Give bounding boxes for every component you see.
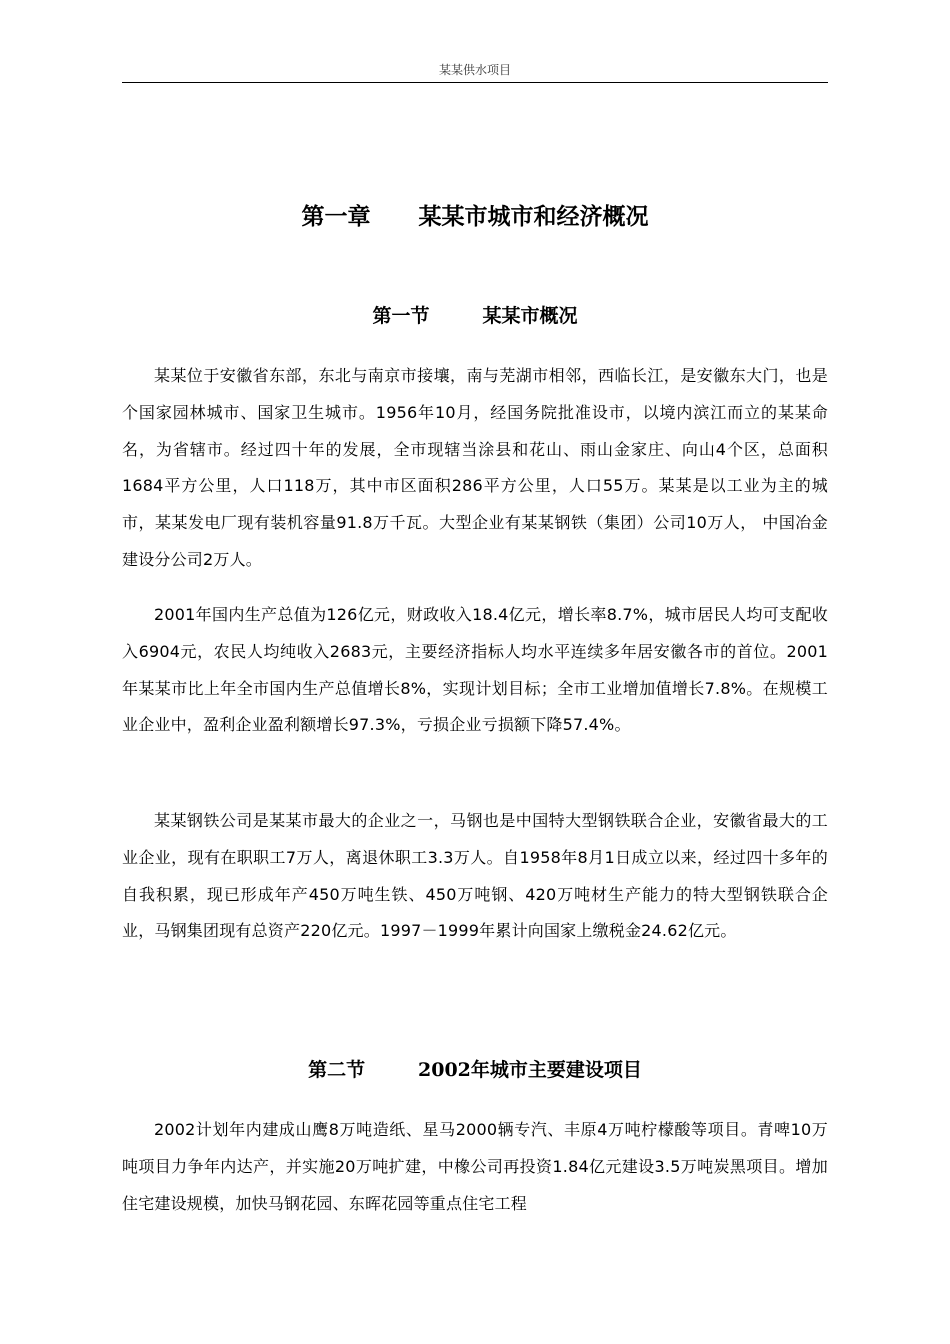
body-paragraph: 2001年国内生产总值为126亿元，财政收入18.4亿元，增长率8.7%，城市居民人均可支配收入6904元，农民人均纯收入2683元，主要经济指标人均水平连续多年居安徽各市的首位。2001年某某市比上年全市国内生产总值增长8%，实现计划目标；全市工业增加值增长7.8%。在规模工业企业中，盈利企业盈利额增长97.3%，亏损企业亏损额下降57.4%。	[122, 605, 828, 735]
body-paragraph: 2002计划年内建成山鹰8万吨造纸、星马2000辆专汽、丰原4万吨柠檬酸等项目。青啤10万吨项目力争年内达产，并实施20万吨扩建，中橡公司再投资1.84亿元建设3.5万吨炭黑项目。增加住宅建设规模，加快马钢花园、东晖花园等重点住宅工程	[122, 1120, 828, 1213]
chapter-title: 第一章 某某市城市和经济概况	[301, 203, 649, 230]
section-title: 第一节 某某市概况	[372, 305, 578, 327]
header-rule	[122, 82, 828, 83]
body-paragraph: 某某钢铁公司是某某市最大的企业之一，马钢也是中国特大型钢铁联合企业，安徽省最大的工业企业，现有在职职工7万人，离退休职工3.3万人。自1958年8月1日成立以来，经过四十多年的自我积累，现已形成年产450万吨生铁、450万吨钢、420万吨材生产能力的特大型钢铁联合企业，马钢集团现有总资产220亿元。1997－1999年累计向国家上缴税金24.62亿元。	[122, 811, 828, 941]
running-header: 某某供水项目	[438, 63, 511, 77]
body-paragraph: 某某位于安徽省东部，东北与南京市接壤，南与芜湖市相邻，西临长江，是安徽东大门，也是个国家园林城市、国家卫生城市。1956年10月，经国务院批准设市，以境内滨江而立的某某命名，为省辖市。经过四十年的发展，全市现辖当涂县和花山、雨山金家庄、向山4个区，总面积1684平方公里，人口118万，其中市区面积286平方公里，人口55万。某某是以工业为主的城市，某某发电厂现有装机容量91.8万千瓦。大型企业有某某钢铁（集团）公司10万人， 中国冶金建设分公司2万人。	[122, 366, 828, 569]
section-title: 第二节 2002年城市主要建设项目	[308, 1059, 642, 1081]
